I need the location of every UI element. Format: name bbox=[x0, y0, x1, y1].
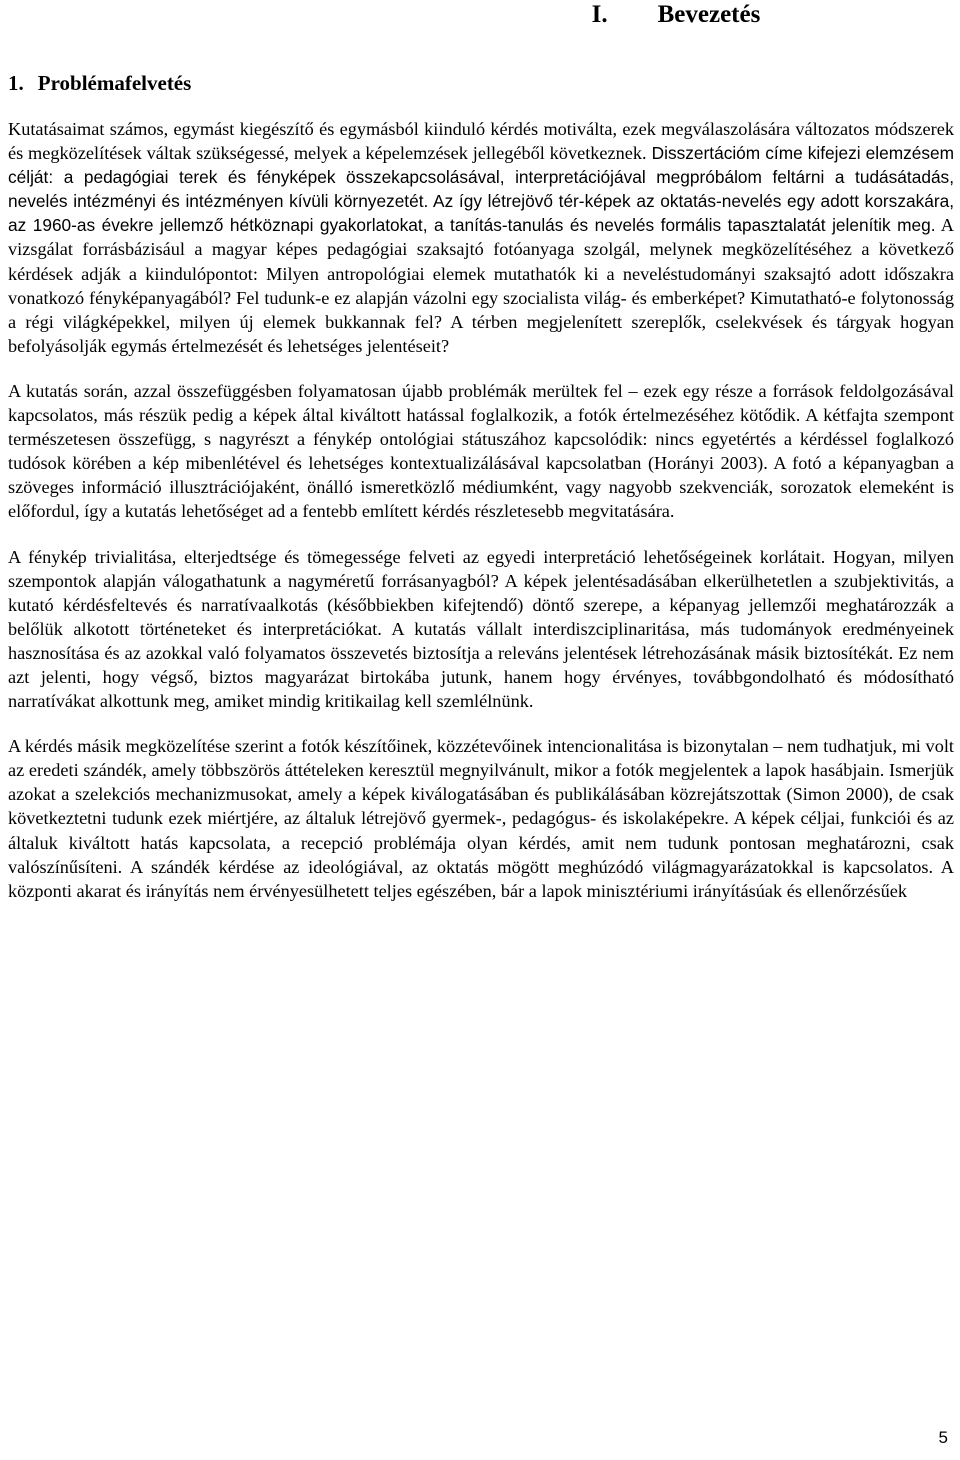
paragraph-1-sentence-4: A vizsgálat forrásbázisául a magyar képes pedagógiai szaksajtó fotóanyaga szolgál, melynek megközelítéséhez a következő kérdések adják a kiindulópontot: Milyen antropológiai elemek mutathatók ki a neveléstudományi szaksajtó adott időszakra vonatkozó fényképanyagából? Fel tudunk-e ez alapján vázolni egy szocialista világ- és emberképet? Kimutatható-e folytonosság a régi világképekkel, milyen új elemek bukkannak fel? A térben megjelenített szereplők, cselekvések és tárgyak hogyan befolyásolják egymás értelmezését és lehetséges jelentéseit? bbox=[8, 215, 954, 356]
paragraph-1-sentence-1: Kutatásaimat számos, egymást kiegészítő és egymásból kiinduló kérdés motiválta, ezek megválaszolására változatos módszerek és megközelítések váltak szükségessé, melyek a képelemzések jellegéből következnek. bbox=[8, 119, 954, 164]
chapter-heading bbox=[8, 0, 954, 30]
paragraph-3: A fénykép trivialitása, elterjedtsége és tömegessége felveti az egyedi interpretáció lehetőségeinek korlátait. Hogyan, milyen szempontok alapján válogathatunk a nagyméretű forrásanyagból? A képek jelentésadásában elkerülhetetlen a szubjektivitás, a kutató kérdésfeltevés és narratívaalkotás (későbbiekben kifejtendő) döntő szerepe, a képanyag jellemzői meghatározzák a belőlük alkotott történeteket és interpretációkat. A kutatás vállalt interdiszciplinaritása, más tudományok eredményeinek hasznosítása és az azokkal való folyamatos összevetés biztosítja a releváns jelentések létrehozásának másik biztosítékát. Ez nem azt jelenti, hogy végső, biztos magyarázat birtokába jutunk, hanem hogy érvényes, továbbgondolható és módosítható narratívákat alkottunk meg, amiket mindig kritikailag kell szemlélnünk. bbox=[8, 546, 954, 712]
page-number: 5 bbox=[938, 1428, 948, 1447]
chapter-number: I. bbox=[591, 1, 608, 28]
paragraph-1 bbox=[8, 117, 954, 358]
body-text bbox=[8, 117, 954, 924]
paragraph-2: A kutatás során, azzal összefüggésben folyamatosan újabb problémák merültek fel – ezek egy része a források feldolgozásával kapcsolatos, más részük pedig a képek által kiváltott hatással foglalkozik, a fotók értelmezéséhez kötődik. A kétfajta szempont természetesen összefügg, s nagyrészt a fénykép ontológiai státuszához kapcsolódik: nincs egyetértés a kérdéssel foglalkozó tudósok körében a kép mibenlétével és lehetséges kontextualizálásával kapcsolatban (Horányi 2003). A fotó a képanyagban a szöveges információ illusztrációjaként, önálló ismeretközlő médiumként, vagy nagyobb szekvenciák, sorozatok elemeként is előfordul, így a kutatás lehetőséget ad a fentebb említett kérdés részletesebb megvitatására. bbox=[8, 380, 954, 522]
section-heading bbox=[8, 70, 191, 96]
paragraph-1-sentence-3: Az így létrejövő tér-képek az oktatás-nevelés egy adott korszakára, az 1960-as évekre jellemző hétköznapi gyakorlatokat, a tanítás-tanulás és nevelés formális tapasztalatát jelenítik meg. bbox=[8, 191, 954, 236]
section-number: 1. bbox=[8, 71, 24, 95]
paragraph-4: A kérdés másik megközelítése szerint a fotók készítőinek, közzétevőinek intencionalitása is bizonytalan – nem tudhatjuk, mi volt az eredeti szándék, amely többszörös áttételeken keresztül megnyilvánult, mikor a fotók megjelentek a lapok hasábjain. Ismerjük azokat a szelekciós mechanizmusokat, amely a képek kiválogatásában és publikálásában közrejátszottak (Simon 2000), de csak következtetni tudunk ezek miértjére, az általuk létrejövő gyermek-, pedagógus- és iskolaképekre. A képek céljai, funkciói és az általuk kiváltott hatás kapcsolata, a recepció problémája olyan kérdés, amit nem tudunk pontosan meghatározni, csak valószínűsíteni. A szándék kérdése az ideológiával, az oktatás mögött meghúzódó világmagyarázatokkal is kapcsolatos. A központi akarat és irányítás nem érvényesülhetett teljes egészében, bár a lapok minisztériumi irányításúak és ellenőrzésűek bbox=[8, 736, 954, 901]
paragraph-1-sentence-2: Disszertációm címe kifejezi elemzésem célját: a pedagógiai terek és fényképek összekapcsolásával, interpretációjával megpróbálom feltárni a tudásátadás, nevelés intézményi és intézményen kívüli környezetét. bbox=[8, 143, 954, 212]
chapter-title: Bevezetés bbox=[657, 1, 761, 28]
section-title: Problémafelvetés bbox=[37, 71, 192, 95]
